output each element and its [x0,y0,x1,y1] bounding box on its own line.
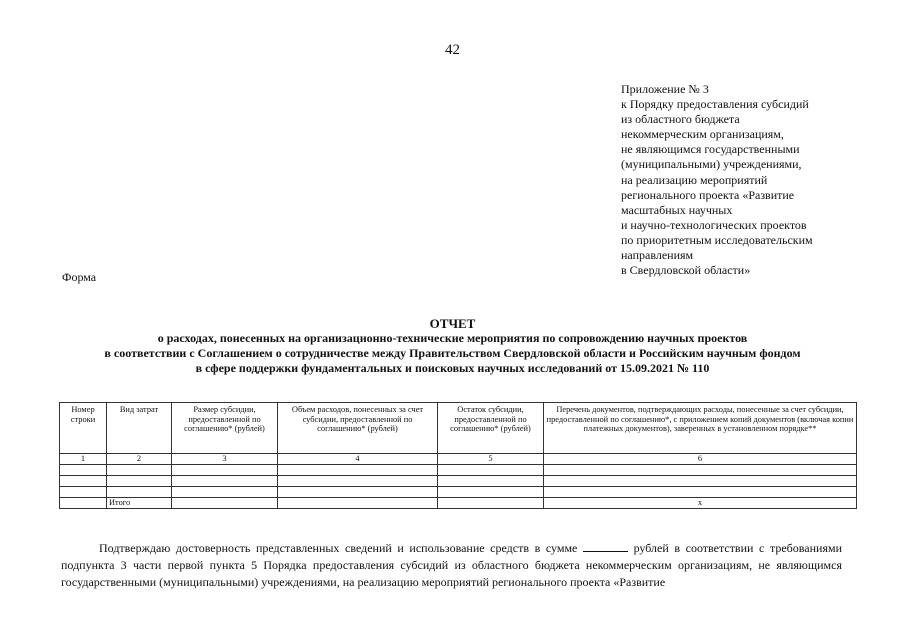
table-row [60,464,857,475]
appendix-line: к Порядку предоставления субсидий [621,97,809,112]
page-number: 42 [445,42,460,58]
header-expense-type: Вид затрат [107,403,172,454]
appendix-block [621,82,871,278]
column-number: 2 [107,454,172,465]
expense-report-table [59,402,857,509]
header-subsidy-balance: Остаток субсидии, предоставленной по соглашению* (рублей) [438,403,544,454]
table-row [60,475,857,486]
report-subtitle-line: в сфере поддержки фундаментальных и поисковых научных исследований от 15.09.2021 № 110 [195,361,710,376]
report-subtitle-line: в соответствии с Соглашением о сотрудничестве между Правительством Свердловской области и Российским научным фондом [104,346,801,361]
appendix-line: масштабных научных [621,202,733,217]
appendix-line: по приоритетным исследовательским [621,232,813,247]
appendix-line: не являющимся государственными [621,142,800,157]
report-title: ОТЧЕТ [429,316,476,331]
header-subsidy-amount: Размер субсидии, предоставленной по соглашению* (рублей) [172,403,278,454]
confirmation-paragraph [61,540,842,591]
form-label: Форма [62,270,97,284]
column-number: 6 [544,454,857,465]
appendix-line: на реализацию мероприятий [621,172,768,187]
confirmation-text-start: Подтверждаю достоверность представленных сведений и использование средств в сумме [99,541,578,555]
total-row [60,497,857,508]
header-documents-list: Перечень документов, подтверждающих расходы, понесенные за счет субсидии, предоставленной по соглашению*, с приложением копий документов (включая копии платежных документов), заверенных в установленном порядке** [544,403,857,454]
appendix-line: из областного бюджета [621,112,740,127]
header-row-number: Номер строки [60,403,107,454]
appendix-line: в Свердловской области» [621,263,751,278]
amount-blank [583,541,628,552]
column-number: 3 [172,454,278,465]
appendix-line: некоммерческим организациям, [621,127,784,142]
appendix-line: направлениям [621,248,694,263]
appendix-line: и научно-технологических проектов [621,217,807,232]
appendix-line: Приложение № 3 [621,82,709,96]
confirmation-text-end: рублей в соответствии с требованиями подпункта 3 части первой пункта 5 Порядка предоставления субсидий из областного бюджета некоммерческим организациям, не являющимся государственными (муниципальными) учреждениями, на реализацию мероприятий регионального проекта «Развитие [61,541,842,589]
report-subtitle-line: о расходах, понесенных на организационно-технические мероприятия по сопровождению научных проектов [157,331,748,345]
total-label: Итого [107,497,172,508]
column-number: 1 [60,454,107,465]
header-expenses-amount: Объем расходов, понесенных за счет субсидии, предоставленной по соглашению* (рублей) [278,403,438,454]
total-mark: х [544,497,857,508]
column-number-row [60,454,857,465]
appendix-line: регионального проекта «Развитие [621,187,795,202]
appendix-line: (муниципальными) учреждениями, [621,157,802,172]
table-header-row [60,403,857,454]
table-row [60,486,857,497]
report-subtitle [40,331,865,377]
column-number: 4 [278,454,438,465]
column-number: 5 [438,454,544,465]
